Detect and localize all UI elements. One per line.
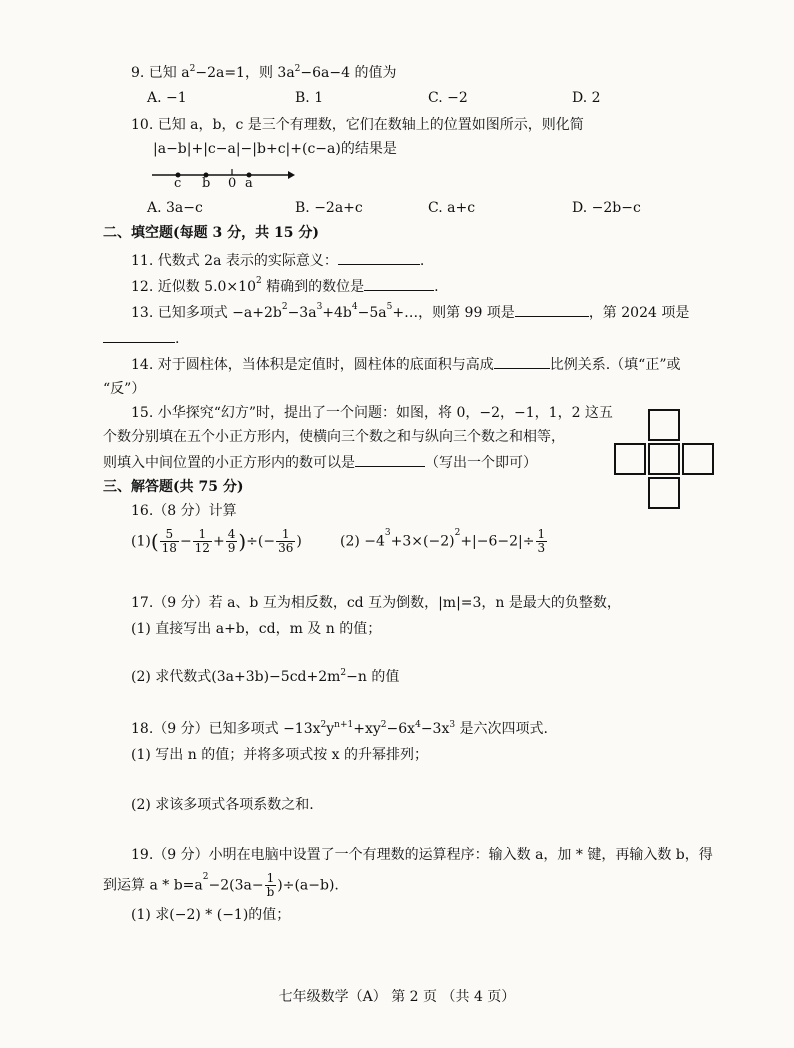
section-3-title: 三、解答题(共 75 分): [103, 479, 244, 495]
cross-cell-top[interactable]: [648, 409, 680, 441]
magic-cross-figure: [614, 409, 714, 509]
cross-cell-left[interactable]: [614, 443, 646, 475]
q17-part-1: (1) 直接写出 a+b，cd，m 及 n 的值；: [131, 621, 382, 637]
axis-label-a: a: [245, 176, 253, 191]
q10-stem: 10. 已知 a，b，c 是三个有理数，它们在数轴上的位置如图所示，则化简: [131, 117, 584, 133]
q9-option-d: D. 2: [572, 90, 601, 106]
number-line-figure: [150, 163, 295, 193]
q10-option-a: A. 3a−c: [147, 200, 203, 216]
q10-option-c: C. a+c: [428, 200, 476, 216]
q9-option-a: A. −1: [147, 90, 187, 106]
q16-frac-1: $\frac{5}{18}$: [161, 527, 177, 555]
q14-stem-cont: “反”）: [103, 381, 146, 397]
section-2-title: 二、填空题(每题 3 分，共 15 分): [103, 225, 319, 241]
q16-frac-3: $\frac{4}{9}$: [227, 527, 236, 555]
cross-cell-bottom[interactable]: [648, 477, 680, 509]
q10-option-b: B. −2a+c: [295, 200, 363, 216]
axis-label-0: 0: [228, 176, 237, 191]
q12-answer-blank[interactable]: [364, 276, 434, 291]
q16-frac-2: $\frac{1}{12}$: [194, 527, 210, 555]
q11-stem: 11. 代数式 2a 表示的实际意义： .: [131, 250, 424, 270]
axis-label-b: b: [202, 176, 211, 191]
q16-part-1: (1)( $\frac{5}{18}$ − $\frac{1}{12}$ + $\frac{4}{9}$ )÷(− $\frac{1}{36}$ ): [131, 527, 302, 555]
q19-line-2: 到运算 $a * b=a^2-2(3a-$ $\frac{1}{b}$ )÷(a−b).: [103, 871, 339, 899]
q17-part-2: (2) 求代数式$(3a+3b)-5cd+2m^2-n$ 的值: [131, 668, 400, 685]
q12-stem: 12. 近似数 $5.0\times 10^2$ 精确到的数位是 .: [131, 276, 439, 295]
q9-option-c: C. −2: [428, 90, 468, 106]
q19-frac: $\frac{1}{b}$: [266, 871, 275, 899]
q16-title: 16.（8 分）计算: [131, 503, 237, 519]
q13-stem-cont: .: [103, 328, 179, 348]
q16-frac-4: $\frac{1}{36}$: [278, 527, 294, 555]
q15-line-1: 15. 小华探究“幻方”时，提出了一个问题：如图，将 0，−2，−1，1，2 这五: [131, 405, 613, 421]
q15-line-3: 则填入中间位置的小正方形内的数可以是 （写出一个即可）: [103, 452, 537, 472]
q9-stem: 9. 已知 $a^2-2a=1$，则 $3a^2-6a-4$ 的值为: [131, 64, 397, 81]
number-line-svg: [150, 163, 295, 193]
q18-part-2: (2) 求该多项式各项系数之和.: [131, 797, 314, 813]
axis-label-c: c: [174, 176, 182, 191]
q13-stem: 13. 已知多项式 $-a+2b^2-3a^3+4b^4-5a^5+\dots$，则第 99 项是 ，第 2024 项是: [131, 302, 690, 321]
q11-answer-blank[interactable]: [338, 250, 420, 265]
q19-line-1: 19.（9 分）小明在电脑中设置了一个有理数的运算程序：输入数 a，加 * 键，再输入数 b，得: [131, 847, 713, 863]
q18-title: 18.（9 分）已知多项式 $-13x^2y^{n+1}+xy^2-6x^4-3x^3$ 是六次四项式.: [131, 720, 548, 737]
cross-cell-center[interactable]: [648, 443, 680, 475]
q16-part2-frac: $\frac{1}{3}$: [537, 527, 546, 555]
q17-title: 17.（9 分）若 a、b 互为相反数，cd 互为倒数，|m|=3，n 是最大的负整数，: [131, 595, 621, 611]
q13-answer-blank-99[interactable]: [515, 302, 589, 317]
q10-option-d: D. −2b−c: [572, 200, 641, 216]
q15-answer-blank[interactable]: [355, 452, 425, 467]
q14-answer-blank[interactable]: [494, 354, 550, 369]
q14-stem: 14. 对于圆柱体，当体积是定值时，圆柱体的底面积与高成 比例关系.（填“正”或: [131, 354, 680, 374]
q19-part-1: (1) 求(−2) * (−1)的值；: [131, 907, 291, 923]
q15-line-2: 个数分别填在五个小正方形内，使横向三个数之和与纵向三个数之和相等，: [103, 429, 565, 445]
q16-part-2: $(2) -4^3+3\times(-2)^2+|-6-2|\div$ $\frac{1}{3}$: [340, 527, 546, 555]
q10-expression: |a−b|+|c−a|−|b+c|+(c−a)的结果是: [153, 141, 397, 157]
q13-answer-blank-2024[interactable]: [103, 328, 175, 343]
axis-arrow-icon: [288, 171, 295, 179]
page-footer: 七年级数学（A） 第 2 页 （共 4 页）: [278, 989, 516, 1005]
q18-part-1: (1) 写出 n 的值；并将多项式按 x 的升幂排列；: [131, 747, 428, 763]
q9-option-b: B. 1: [295, 90, 324, 106]
cross-cell-right[interactable]: [682, 443, 714, 475]
